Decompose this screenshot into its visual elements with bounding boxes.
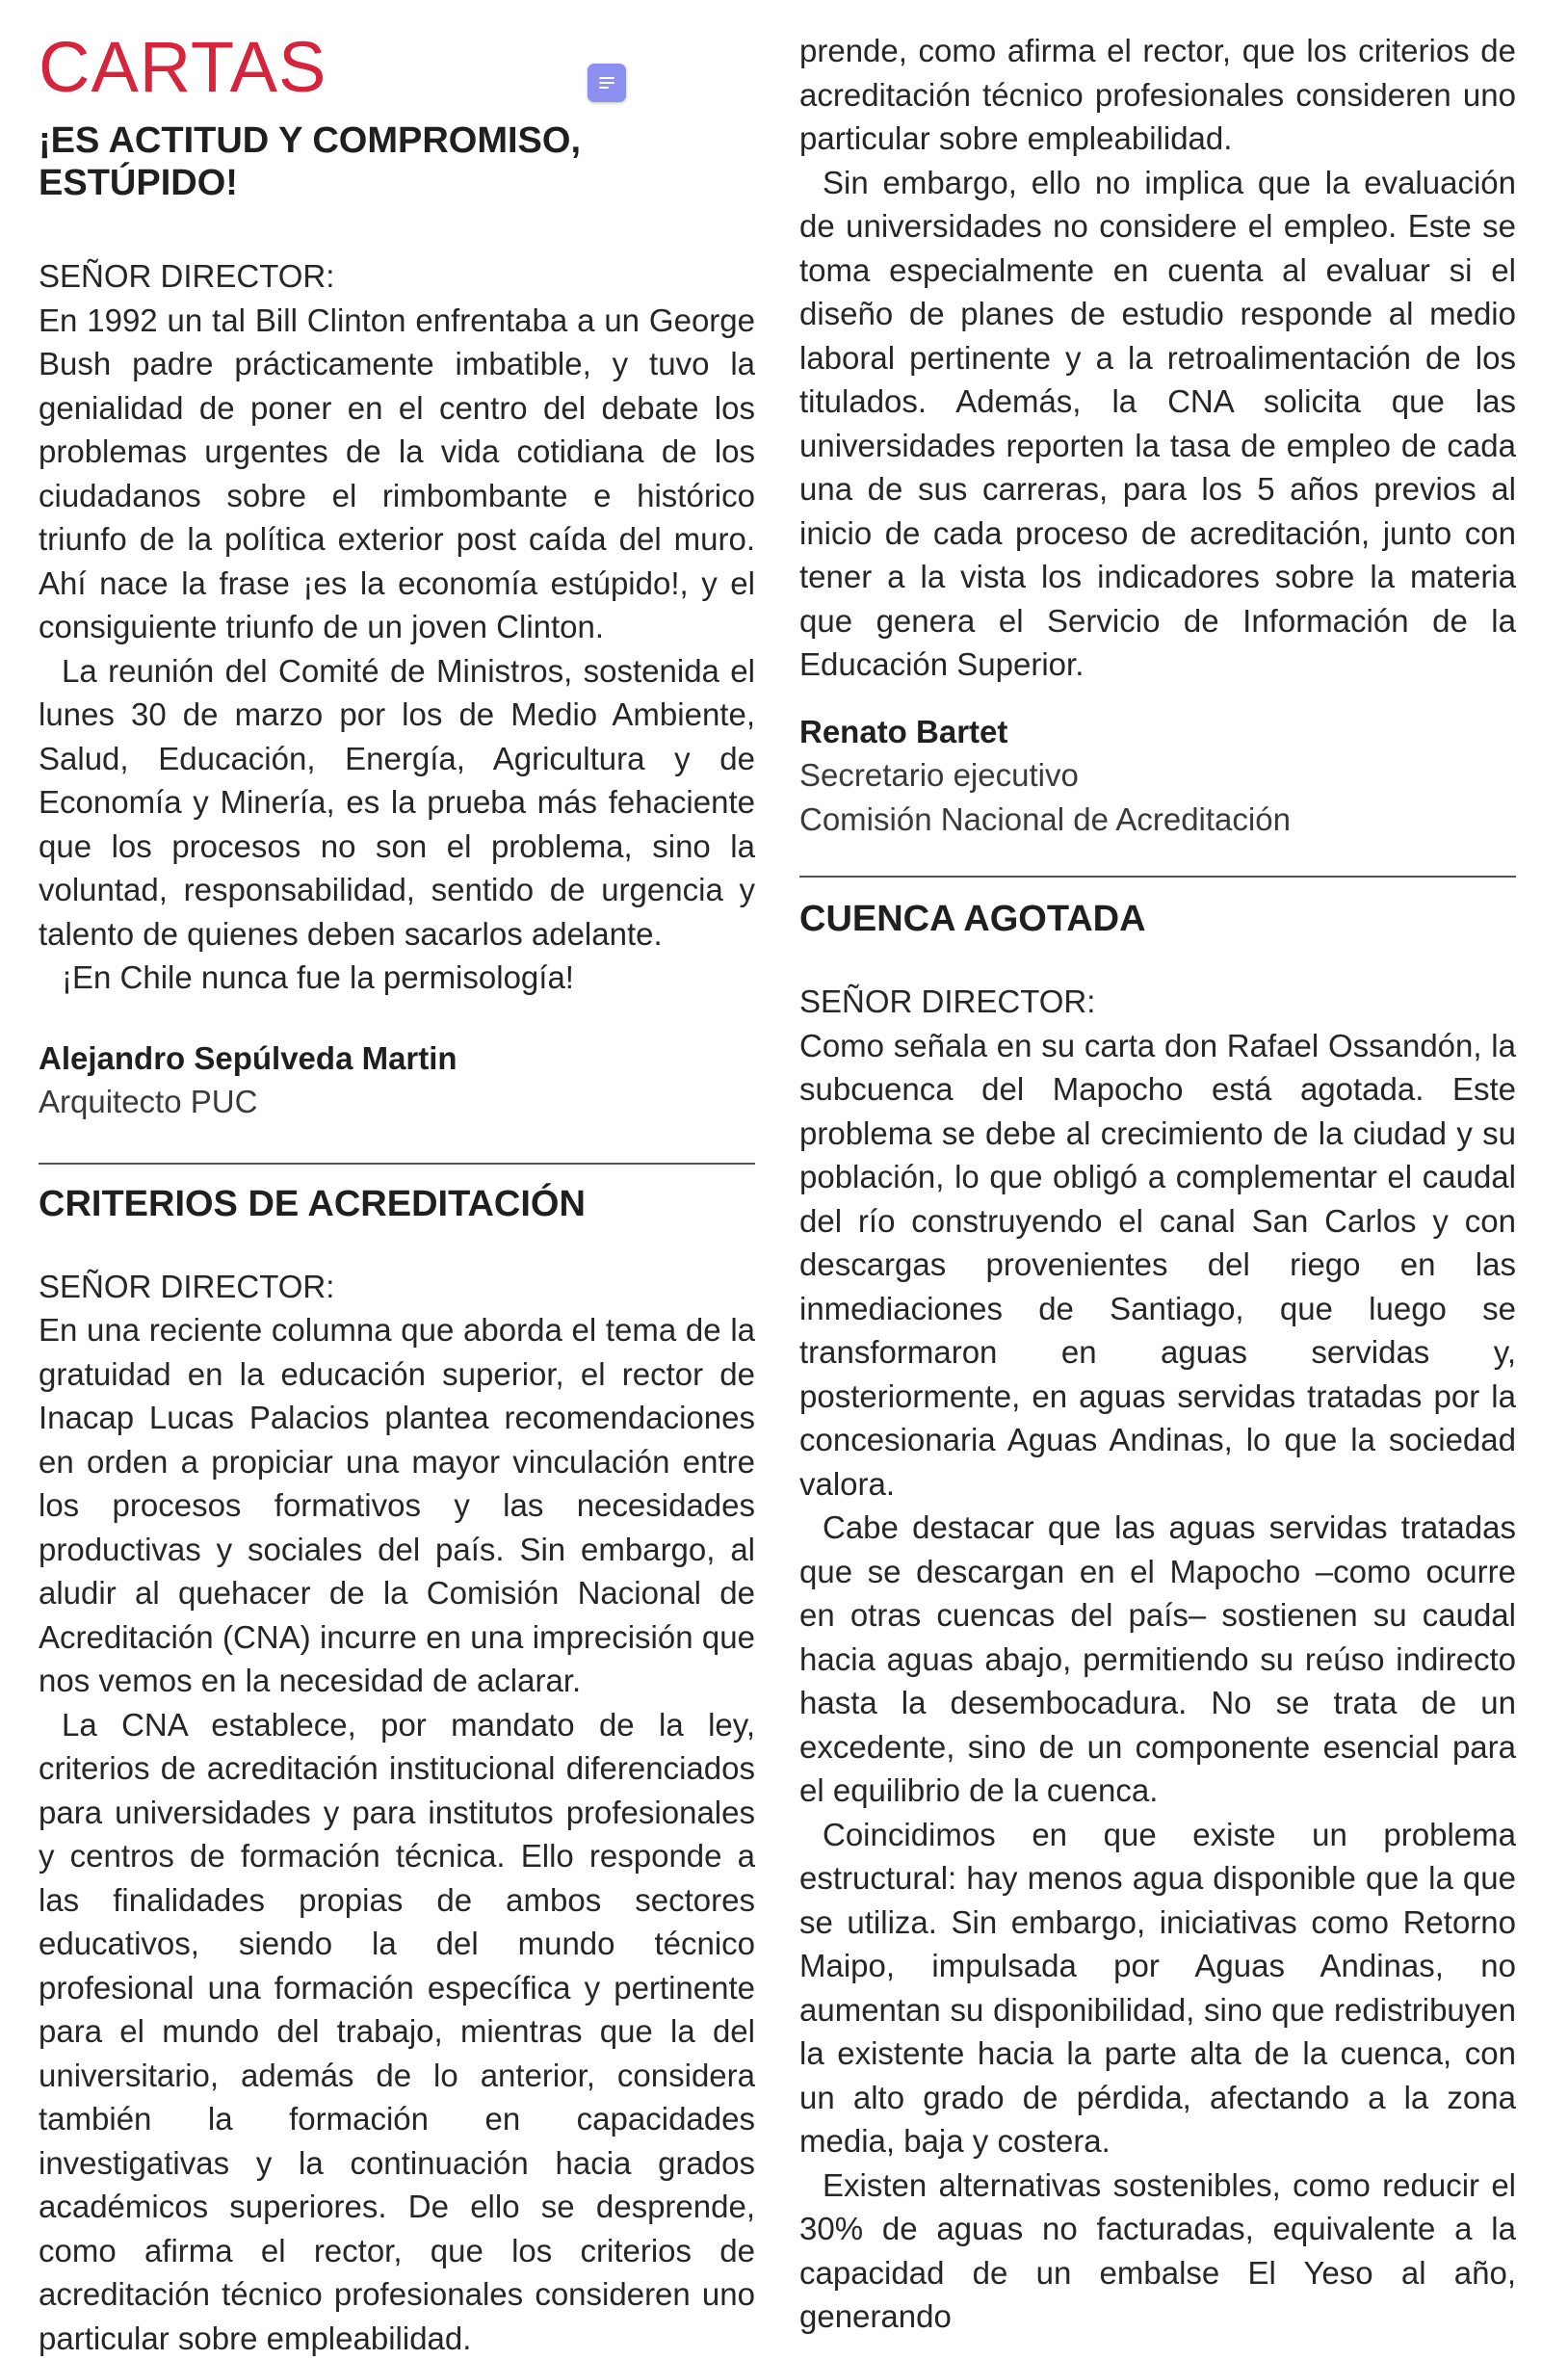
letter-paragraph: Coincidimos en que existe un problema estructural: hay menos agua disponible que la que se utiliza. Sin embargo, iniciativas como Retorno Maipo, impulsada por Aguas Andinas, no aumentan su disponibilidad, sino que redistribuyen la existente hacia la parte alta de la cuenca, con un alto grado de pérdida, afectando a la zona media, baja y costera.	[799, 1816, 1516, 2159]
letter-cuenca	[799, 897, 1516, 2339]
right-column	[799, 29, 1516, 2339]
letter-criterios	[39, 1182, 755, 2356]
letter-headline: ¡ES ACTITUD Y COMPROMISO, ESTÚPIDO!	[39, 120, 582, 203]
section-title: CARTAS	[39, 27, 327, 107]
letter-salutation: SEÑOR DIRECTOR:	[39, 258, 335, 294]
letter-salutation: SEÑOR DIRECTOR:	[799, 983, 1096, 1019]
letter-headline: CUENCA AGOTADA	[799, 899, 1146, 939]
letters-page	[39, 27, 1529, 2356]
letter-paragraph: ¡En Chile nunca fue la permisología!	[62, 959, 574, 995]
letter-paragraph-continued: prende, como afirma el rector, que los criterios de acreditación técnico profesionales consideren uno particular sobre empleabilidad.	[799, 33, 1516, 156]
letter-salutation: SEÑOR DIRECTOR:	[39, 1268, 335, 1304]
letter-paragraph: Cabe destacar que las aguas servidas tratadas que se descargan en el Mapocho –como ocurre en otras cuencas del país– sostienen su caudal hacia aguas abajo, permitiendo su reúso indirecto hasta la desembocadura. No se trata de un excedente, sino de un componente esencial para el equilibrio de la cuenca.	[799, 1509, 1516, 1808]
note-icon[interactable]	[588, 64, 626, 102]
note-icon-line	[599, 82, 614, 84]
letter-paragraph: Como señala en su carta don Rafael Ossandón, la subcuenca del Mapocho está agotada. Este problema se debe al crecimiento de la ciudad y su población, lo que obligó a complementar el caudal del río construyendo el canal San Carlos y con descargas provenientes del riego en las inmediaciones de Santiago, que luego se transformaron en aguas servidas y, posteriormente, en aguas servidas tratadas por la concesionaria Aguas Andinas, lo que la sociedad valora.	[799, 1027, 1516, 1502]
letter-paragraph: La reunión del Comité de Ministros, sostenida el lunes 30 de marzo por los de Medio Ambiente, Salud, Educación, Energía, Agricultura y de Economía y Minería, es la prueba más fehaciente que los procesos no son el problema, sino la voluntad, responsabilidad, sentido de urgencia y talento de quienes deben sacarlos adelante.	[39, 652, 755, 952]
letter-paragraph: La CNA establece, por mandato de la ley, criterios de acreditación institucional diferenciados para universidades y para institutos profesionales y centros de formación técnica. Ello responde a las finalidades propias de ambos sectores educativos, siendo la del mundo técnico profesional una formación específica y pertinente para el mundo del trabajo, mientras que la del universitario, además de lo anterior, considera también la formación en capacidades investigativas y la continuación hacia grados académicos superiores. De ello se desprende, como afirma el rector, que los criterios de acreditación técnico profesionales consideren uno particular sobre empleabilidad.	[39, 1706, 755, 2356]
note-icon-line	[599, 77, 614, 79]
letter-author-role: Secretario ejecutivo	[799, 757, 1079, 793]
letter-headline: CRITERIOS DE ACREDITACIÓN	[39, 1183, 586, 1224]
letter-author: Renato Bartet	[799, 713, 1008, 749]
letter-author-organization: Comisión Nacional de Acreditación	[799, 800, 1291, 837]
letter-paragraph: Existen alternativas sostenibles, como reducir el 30% de aguas no facturadas, equivalente a la capacidad de un embalse El Yeso al año, generando	[799, 2166, 1516, 2334]
note-icon-line	[599, 87, 609, 89]
left-column	[39, 27, 755, 2356]
letter-author-role: Arquitecto PUC	[39, 1084, 258, 1119]
letter-paragraph: En una reciente columna que aborda el tema de la gratuidad en la educación superior, el rector de Inacap Lucas Palacios plantea recomendaciones en orden a propiciar una mayor vinculación entre los procesos formativos y las necesidades productivas y sociales del país. Sin embargo, al aludir al quehacer de la Comisión Nacional de Acreditación (CNA) incurre en una imprecisión que nos vemos en la necesidad de aclarar.	[39, 1312, 755, 1698]
letter-paragraph: En 1992 un tal Bill Clinton enfrentaba a un George Bush padre prácticamente imbatible, y tuvo la genialidad de poner en el centro del debate los problemas urgentes de la vida cotidiana de los ciudadanos sobre el rimbombante e histórico triunfo de la política exterior post caída del muro. Ahí nace la frase ¡es la economía estúpido!, y el consiguiente triunfo de un joven Clinton.	[39, 302, 755, 644]
letter-author: Alejandro Sepúlveda Martin	[39, 1039, 457, 1076]
letter-actitud	[39, 119, 755, 1124]
letter-paragraph: Sin embargo, ello no implica que la evaluación de universidades no considere el empleo. Este se toma especialmente en cuenta al evaluar si el diseño de planes de estudio responde al medio laboral pertinente y a la retroalimentación de los titulados. Además, la CNA solicita que las universidades reporten la tasa de empleo de cada una de sus carreras, para los 5 años previos al inicio de cada proceso de acreditación, junto con tener a la vista los indicadores sobre la materia que genera el Servicio de Información de la Educación Superior.	[799, 164, 1516, 682]
